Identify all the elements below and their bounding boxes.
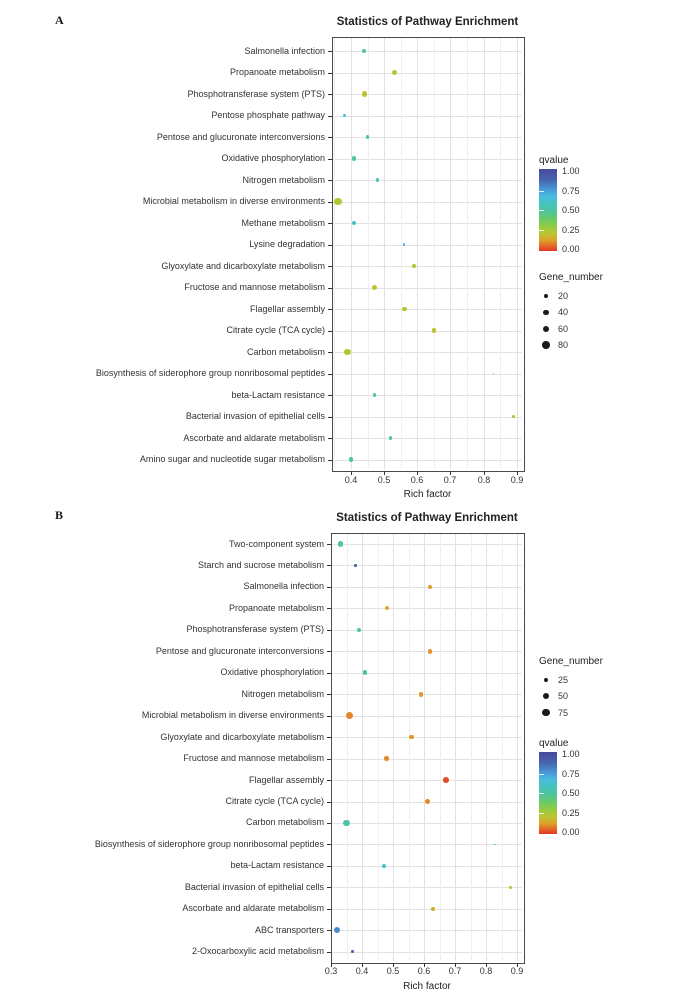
y-axis-tick [328, 309, 332, 310]
data-point [344, 349, 351, 356]
data-point [343, 820, 349, 826]
data-point [352, 156, 356, 160]
y-axis-label: Bacterial invasion of epithelial cells [185, 411, 325, 421]
legend-size-label: 80 [558, 340, 569, 350]
colorbar-label: 1.00 [562, 166, 580, 176]
y-axis-tick [327, 716, 331, 717]
colorbar-tick [539, 230, 544, 231]
y-axis-tick [327, 844, 331, 845]
y-axis-tick [327, 651, 331, 652]
x-tick-label: 0.4 [355, 966, 369, 976]
y-axis-label: beta-Lactam resistance [230, 860, 324, 870]
data-point [373, 393, 376, 396]
y-axis-label: Glyoxylate and dicarboxylate metabolism [161, 261, 325, 271]
panel-letter-a: A [55, 13, 64, 27]
colorbar-label: 0.00 [562, 827, 580, 837]
data-point [382, 864, 386, 868]
y-axis-label: Biosynthesis of siderophore group nonribosomal peptides [94, 839, 324, 849]
y-axis-label: Pentose phosphate pathway [211, 110, 325, 120]
legend-gene-number-title: Gene_number [539, 272, 603, 283]
y-axis-tick [327, 673, 331, 674]
data-point [512, 415, 514, 417]
y-axis-label: Pentose and glucuronate interconversions [155, 646, 324, 656]
colorbar-tick [539, 774, 544, 775]
data-point [362, 91, 367, 96]
y-axis-tick [327, 565, 331, 566]
x-axis-title: Rich factor [403, 981, 451, 992]
y-axis-label: Two-component system [228, 539, 324, 549]
y-axis-label: Oxidative phosphorylation [221, 153, 325, 163]
y-axis-label: Nitrogen metabolism [241, 689, 324, 699]
data-point [443, 777, 449, 783]
y-axis-label: Fructose and mannose metabolism [183, 753, 324, 763]
legend-size-dot [543, 310, 548, 315]
x-tick-label: 0.8 [477, 475, 491, 485]
data-point [431, 907, 435, 911]
legend-size-label: 40 [558, 307, 569, 317]
colorbar-label: 0.25 [562, 225, 580, 235]
y-axis-label: Amino sugar and nucleotide sugar metabolism [139, 454, 325, 464]
legend-size-label: 75 [558, 708, 569, 718]
data-point [354, 564, 357, 567]
colorbar-label: 0.50 [562, 205, 580, 215]
y-axis-tick [328, 352, 332, 353]
y-axis-tick [327, 694, 331, 695]
data-point [402, 307, 407, 312]
data-point [403, 243, 405, 245]
y-axis-label: ABC transporters [254, 925, 324, 935]
y-axis-label: Microbial metabolism in diverse environments [141, 710, 324, 720]
y-axis-label: Carbon metabolism [246, 347, 325, 357]
legend-gene-number-title: Gene_number [539, 656, 603, 667]
data-point [428, 649, 433, 654]
y-axis-label: Propanoate metabolism [229, 67, 325, 77]
y-axis-label: 2-Oxocarboxylic acid metabolism [191, 946, 324, 956]
legend-size-dot [543, 326, 550, 333]
y-axis-tick [327, 780, 331, 781]
y-axis-label: beta-Lactam resistance [231, 390, 325, 400]
y-axis-tick [328, 266, 332, 267]
x-tick-label: 0.7 [448, 966, 462, 976]
y-axis-label: Oxidative phosphorylation [220, 667, 324, 677]
legend-size-dot [544, 294, 548, 298]
y-axis-tick [327, 909, 331, 910]
y-axis-label: Salmonella infection [244, 46, 325, 56]
panel-title: Statistics of Pathway Enrichment [336, 512, 518, 524]
y-axis-tick [327, 866, 331, 867]
plot-frame [332, 37, 525, 472]
y-axis-tick [328, 395, 332, 396]
x-tick-label: 0.7 [443, 475, 457, 485]
legend-size-dot [542, 709, 549, 716]
y-axis-tick [328, 51, 332, 52]
x-tick-label: 0.6 [410, 475, 424, 485]
data-point [372, 285, 377, 290]
colorbar-tick [539, 191, 544, 192]
x-tick-label: 0.8 [479, 966, 493, 976]
legend-size-label: 60 [558, 324, 569, 334]
y-axis-label: Flagellar assembly [249, 304, 325, 314]
y-axis-tick [327, 952, 331, 953]
y-axis-label: Bacterial invasion of epithelial cells [184, 882, 324, 892]
x-tick-label: 0.6 [417, 966, 431, 976]
y-axis-tick [328, 137, 332, 138]
y-axis-label: Nitrogen metabolism [242, 175, 325, 185]
y-axis-tick [328, 94, 332, 95]
y-axis-tick [328, 180, 332, 181]
y-axis-label: Starch and sucrose metabolism [197, 560, 324, 570]
data-point [509, 886, 512, 889]
y-axis-label: Pentose and glucuronate interconversions [156, 132, 325, 142]
y-axis-tick [328, 223, 332, 224]
y-axis-tick [327, 587, 331, 588]
colorbar-label: 0.00 [562, 244, 580, 254]
legend-size-label: 20 [558, 291, 569, 301]
legend-qvalue-title: qvalue [539, 155, 569, 166]
y-axis-tick [327, 802, 331, 803]
y-axis-tick [328, 417, 332, 418]
colorbar-label: 1.00 [562, 749, 580, 759]
y-axis-tick [327, 887, 331, 888]
data-point [343, 114, 346, 117]
y-axis-tick [328, 245, 332, 246]
y-axis-tick [327, 630, 331, 631]
legend-size-dot [544, 678, 548, 682]
colorbar-label: 0.75 [562, 769, 580, 779]
y-axis-label: Flagellar assembly [248, 775, 324, 785]
y-axis-tick [327, 737, 331, 738]
x-tick-label: 0.5 [377, 475, 391, 485]
colorbar-label: 0.50 [562, 788, 580, 798]
panel-letter-b: B [55, 508, 64, 522]
legend-size-dot [542, 341, 550, 349]
data-point [349, 457, 353, 461]
y-axis-tick [327, 544, 331, 545]
y-axis-tick [328, 374, 332, 375]
panel-title: Statistics of Pathway Enrichment [336, 16, 519, 28]
y-axis-label: Microbial metabolism in diverse environments [142, 196, 325, 206]
y-axis-tick [328, 202, 332, 203]
y-axis-tick [327, 930, 331, 931]
data-point [392, 70, 397, 75]
y-axis-tick [327, 608, 331, 609]
y-axis-label: Ascorbate and aldarate metabolism [182, 903, 324, 913]
y-axis-label: Citrate cycle (TCA cycle) [225, 796, 324, 806]
y-axis-tick [327, 823, 331, 824]
y-axis-label: Propanoate metabolism [228, 603, 324, 613]
y-axis-label: Lysine degradation [249, 239, 325, 249]
legend-qvalue-title: qvalue [539, 738, 569, 749]
x-tick-label: 0.9 [510, 475, 524, 485]
colorbar-tick [539, 210, 544, 211]
data-point [425, 799, 430, 804]
y-axis-label: Phosphotransferase system (PTS) [186, 624, 324, 634]
x-axis-title: Rich factor [403, 489, 452, 500]
y-axis-label: Salmonella infection [243, 581, 324, 591]
data-point [384, 756, 389, 761]
y-axis-label: Phosphotransferase system (PTS) [187, 89, 325, 99]
colorbar-label: 0.75 [562, 186, 580, 196]
legend-size-dot [543, 693, 549, 699]
colorbar-tick [539, 793, 544, 794]
y-axis-label: Fructose and mannose metabolism [184, 282, 325, 292]
colorbar-label: 0.25 [562, 808, 580, 818]
colorbar-tick [539, 813, 544, 814]
legend-size-label: 25 [558, 675, 569, 685]
x-tick-label: 0.4 [344, 475, 358, 485]
y-axis-tick [328, 116, 332, 117]
y-axis-label: Citrate cycle (TCA cycle) [226, 325, 325, 335]
y-axis-tick [327, 759, 331, 760]
data-point [419, 692, 424, 697]
x-tick-label: 0.5 [386, 966, 400, 976]
y-axis-label: Carbon metabolism [245, 817, 324, 827]
plot-frame [331, 533, 525, 964]
data-point [338, 541, 343, 546]
y-axis-label: Ascorbate and aldarate metabolism [183, 433, 325, 443]
data-point [432, 328, 436, 332]
y-axis-tick [328, 331, 332, 332]
data-point [334, 198, 342, 206]
legend-size-label: 50 [558, 691, 569, 701]
y-axis-tick [328, 159, 332, 160]
y-axis-tick [328, 73, 332, 74]
y-axis-tick [328, 288, 332, 289]
y-axis-label: Biosynthesis of siderophore group nonribosomal peptides [95, 368, 325, 378]
x-tick-label: 0.3 [324, 966, 338, 976]
y-axis-label: Glyoxylate and dicarboxylate metabolism [160, 732, 324, 742]
y-axis-label: Methane metabolism [241, 218, 325, 228]
y-axis-tick [328, 460, 332, 461]
x-tick-label: 0.9 [510, 966, 524, 976]
y-axis-tick [328, 438, 332, 439]
